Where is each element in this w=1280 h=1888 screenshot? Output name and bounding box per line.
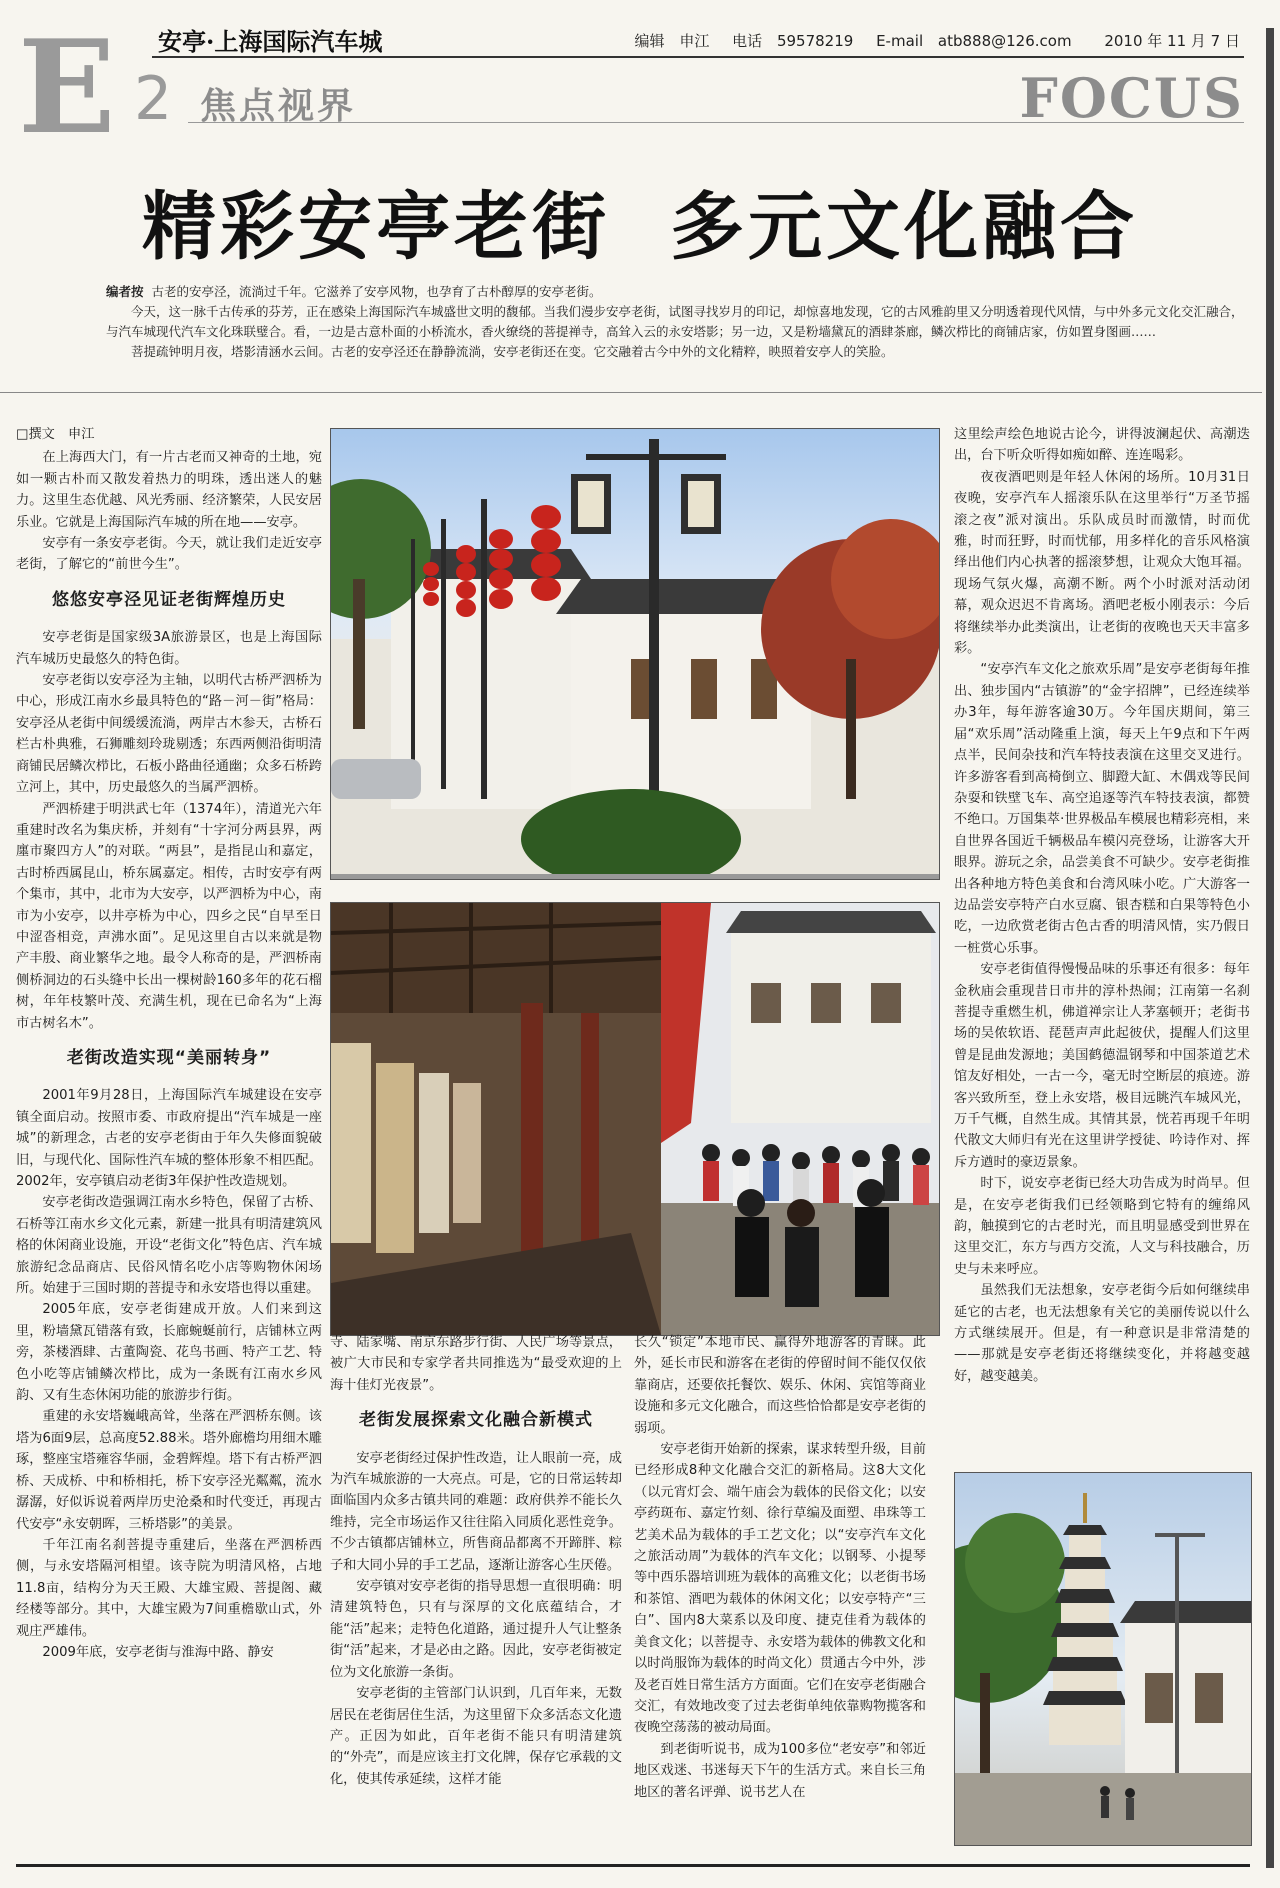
paragraph: 安亭老街经过保护性改造，让人眼前一亮，成为汽车城旅游的一大亮点。可是，它的日常运转却面临国内众多古镇共同的难题：政府供养不能长久维持，完全市场运作又往往陷入同质化恶性竞争。不少古镇都店铺林立，所售商品都离不开蹄胖、粽子和大同小异的手工艺品，逐渐让游客心生厌倦。 (330, 1450, 622, 1573)
headline-part-2: 多元文化融合 (670, 184, 1138, 270)
article-column-4 (954, 424, 1250, 1387)
email-label: E-mail (876, 32, 924, 50)
subheading-renovation: 老街改造实现“美丽转身” (66, 1047, 272, 1068)
corridor-crowd-photo (330, 902, 940, 1336)
lantern-street-photo (330, 428, 940, 880)
paragraph: 千年江南名刹菩提寺重建后，坐落在严泗桥西侧，与永安塔隔河相望。该寺院为明清风格，占地11.8亩，结构分为天王殿、大雄宝殿、菩提阁、藏经楼等部分。其中，大雄宝殿为7间重檐歇山式，外观庄严雄伟。 (16, 1537, 322, 1639)
section-number: 2 (134, 64, 173, 134)
editor-note (106, 282, 1246, 362)
phone-label: 电话 (732, 32, 763, 50)
paragraph: 2001年9月28日，上海国际汽车城建设在安亭镇全面启动。按照市委、市政府提出“汽车城是一座城”的新理念，古老的安亭老街由于年久失修面貌破旧，与现代化、国际性汽车城的整体形象不相匹配。2002年，安亭镇启动老街3年保护性改造规划。 (16, 1088, 322, 1189)
paragraph: 2005年底，安亭老街建成开放。人们来到这里，粉墙黛瓦错落有致，长廊蜿蜒前行，店铺林立两旁，茶楼酒肆、古董陶瓷、花鸟书画、特产工艺、特色小吃等店铺鳞次栉比，成为一条既有江南水乡风韵、又有生态休闲功能的旅游步行街。 (16, 1302, 322, 1404)
paragraph: 安亭老街的主管部门认识到，几百年来，无数居民在老街居住生活，为这里留下众多活态文化遗产。正因为如此，百年老街不能只有明清建筑的“外壳”，而是应该主打文化牌，保存它承载的文化，使其传承延续，这样才能 (330, 1686, 622, 1787)
editor-name: 申江 (679, 32, 710, 50)
section-letter: E (18, 13, 116, 163)
byline: □撰文 申江 (16, 427, 95, 442)
paragraph: 安亭老街是国家级3A旅游景区，也是上海国际汽车城历史最悠久的特色街。 (16, 630, 322, 667)
subheading-history: 悠悠安亭泾见证老街辉煌历史 (52, 589, 286, 610)
headline-part-1: 精彩安亭老街 (142, 184, 610, 270)
paragraph: 安亭有一条安亭老街。今天，就让我们走近安亭老街，了解它的“前世今生”。 (16, 536, 322, 573)
editor-note-label: 编者按 (106, 284, 144, 299)
paragraph: 安亭老街值得慢慢品味的乐事还有很多：每年金秋庙会重现昔日市井的淳朴热闹；江南第一名刹菩提寺重燃生机，佛道禅宗让人茅塞顿开；老街书场的吴侬软语、琵琶声声此起彼伏，提醒人们这里曾是昆曲发源地；美国鹤德温钢琴和中国茶道艺术馆友好相处，一古一今，毫无时空断层的痕迹。游客兴致所至，登上永安塔，极目远眺汽车城风光，万千气概，自然生成。其情其景，恍若再现千年明代散文大师归有光在这里讲学授徒、吟诗作对、挥斥方遒时的豪迈景象。 (954, 962, 1250, 1170)
paragraph: 严泗桥建于明洪武七年（1374年），清道光六年重建时改名为集庆桥，并刻有“十字河分两县界，两廛市聚四方人”的对联。“两县”，是指昆山和嘉定，古时桥西属昆山，桥东属嘉定。相传，古时安亭有两个集市，其中，北市为大安亭，以严泗桥为中心，南市为小安亭，以井亭桥为中心，四乡之民“自早至日中涩沓相竞，声沸水面”。足见这里自古以来就是物产丰殷、商业繁华之地。最令人称奇的是，严泗桥南侧桥洞边的石头缝中长出一棵树龄160多年的花石榴树，年年枝繁叶茂、充满生机，现在已命名为“上海市古树名木”。 (16, 801, 322, 1031)
paragraph: 长久“锁定”本地市民、赢得外地游客的青睐。此外，延长市民和游客在老街的停留时间不能仅仅依靠商店，还要依托餐饮、娱乐、休闲、宾馆等商业设施和多元文化融合，而这些恰恰都是安亭老街的弱项。 (634, 1335, 926, 1436)
article-column-1 (16, 424, 322, 1663)
paragraph: 重建的永安塔巍峨高耸，坐落在严泗桥东侧。该塔为6面9层，总高度52.88米。塔外廊檐均用细木雕琢，整座宝塔雍容华丽，金碧辉煌。塔下有古桥严泗桥、天成桥、中和桥相托，桥下安亭泾光粼粼，流水潺潺，好似诉说着两岸历史沧桑和时代变迁，再现古代安亭“永安朝晖，三桥塔影”的美景。 (16, 1409, 322, 1532)
editor-note-p1: 编者按 古老的安亭泾，流淌过千年。它滋养了安亭风物，也孕育了古朴醇厚的安亭老街。 (106, 284, 602, 299)
editor-note-p3: 菩提疏钟明月夜，塔影清涵水云间。古老的安亭泾还在静静流淌，安亭老街还在变。它交融着古今中外的文化精粹，映照着安亭人的笑脸。 (131, 344, 894, 359)
bottom-rule (16, 1864, 1250, 1867)
editor-label: 编辑 (634, 32, 665, 50)
subheading-culture: 老街发展探索文化融合新模式 (359, 1410, 593, 1431)
paragraph: 安亭镇对安亭老街的指导思想一直很明确：明清建筑特色，只有与深厚的文化底蕴结合，才能“活”起来；走特色化道路，通过提升人气让整条街“活”起来，才是必由之路。因此，安亭老街被定位为文化旅游一条街。 (330, 1579, 622, 1680)
paragraph: 安亭老街开始新的探索，谋求转型升级，目前已经形成8种文化融合交汇的新格局。这8大文化（以元宵灯会、端午庙会为载体的民俗文化；以安亭药斑布、嘉定竹刻、徐行草编及面塑、串珠等工艺美术品为载体的手工艺文化；以“安亭汽车文化之旅活动周”为载体的汽车文化；以钢琴、小提琴等中西乐器培训班为载体的高雅文化；以老街书场和茶馆、酒吧为载体的休闲文化；以安亭特产“三白”、国内8大菜系以及印度、捷克佳肴为载体的美食文化；以菩提寺、永安塔为载体的佛教文化和以时尚服饰为载体的时尚文化）贯通古今中外，涉及老百姓日常生活方方面面。它们在安亭老街融合交汇，有效地改变了过去老街单纯依靠购物揽客和夜晚空荡荡的被动局面。 (634, 1442, 926, 1736)
phone-number: 59578219 (776, 32, 854, 50)
publication-name: 安亭·上海国际汽车城 (158, 27, 383, 56)
headline (0, 168, 1280, 274)
paragraph: 安亭老街改造强调江南水乡特色，保留了古桥、石桥等江南水乡文化元素，新建一批具有明清建筑风格的休闲商业设施，开设“老街文化”特色店、汽车城旅游纪念品商店、民俗风情名吃小店等购物休闲场所。始建于三国时期的菩提寺和永安塔也得以重建。 (16, 1195, 322, 1297)
pagoda-photo (954, 1472, 1252, 1846)
paragraph: 时下，说安亭老街已经大功告成为时尚早。但是，在安亭老街我们已经领略到它特有的缠绵风韵，触摸到它的古老时光，而且明显感受到世界在这里交汇，东方与西方交流，人文与科技融合，历史与未来呼应。 (954, 1176, 1250, 1277)
article-column-3 (634, 1332, 926, 1803)
paragraph: 2009年底，安亭老街与淮海中路、静安 (42, 1644, 274, 1660)
page-edge-bar (1266, 28, 1274, 1868)
issue-date: 2010 年 11 月 7 日 (1104, 32, 1240, 50)
article-column-2 (330, 1332, 622, 1790)
paragraph: 虽然我们无法想象，安亭老街今后如何继续串延它的古老，也无法想象有关它的美丽传说以什么方式继续展开。但是，有一种意识是非常清楚的——那就是安亭老街还将继续变化，并将越变越好，越变越美。 (954, 1283, 1250, 1384)
editor-note-p2: 今天，这一脉千古传承的芬芳，正在感染上海国际汽车城盛世文明的馥郁。当我们漫步安亭老街，试图寻找岁月的印记，却惊喜地发现，它的古风雅韵里又分明透着现代风情，与中外多元文化交汇融合，与汽车城现代汽车文化珠联璧合。看，一边是古意朴面的小桥流水，香火缭绕的菩提禅寺，高耸入云的永安塔影；另一边，又是粉墙黛瓦的酒肆茶廊，鳞次栉比的商铺店家，仿如置身图画…… (106, 304, 1244, 339)
note-divider (0, 392, 1262, 393)
paragraph: “安亭汽车文化之旅欢乐周”是安亭老街每年推出、独步国内“古镇游”的“金字招牌”，已经连续举办3年，每年游客逾30万。今年国庆期间，第三届“欢乐周”活动隆重上演，每天上午9点和下午两点半，民间杂技和汽车特技表演在这里交叉进行。许多游客看到高椅倒立、脚蹬大缸、木偶戏等民间杂耍和铁壁飞车、高空追逐等汽车特技表演，都赞不绝口。万国集萃·世界极品车模展也精彩亮相，来自世界各国近千辆极品车模闪亮登场，让游客大开眼界。游玩之余，品尝美食不可缺少。安亭老街推出各种地方特色美食和台湾风味小吃。广大游客一边品尝安亭特产白水豆腐、银杏糕和白果等特色小吃，一边欣赏老街古色古香的明清风情，实乃假日一桩赏心乐事。 (954, 662, 1250, 956)
paragraph: 到老街听说书，成为100多位“老安亭”和邻近地区戏迷、书迷每天下午的生活方式。来自长三角地区的著名评弹、说书艺人在 (634, 1741, 926, 1800)
paragraph: 安亭老街以安亭泾为主轴，以明代古桥严泗桥为中心，形成江南水乡最具特色的“路－河－街”格局：安亭泾从老街中间缓缓流淌，两岸古木参天，古桥石栏古朴典雅，石狮雕刻玲珑剔透；东西两侧沿街明清商铺民居鳞次栉比，石板小路曲径通幽；众多石桥跨立河上，其中，历史最悠久的当属严泗桥。 (16, 673, 322, 796)
focus-label: FOCUS (1019, 66, 1244, 130)
paragraph: 夜夜酒吧则是年轻人休闲的场所。10月31日夜晚，安亭汽车人摇滚乐队在这里举行“万圣节摇滚之夜”派对演出。乐队成员时而激情，时而优雅，时而狂野，时而忧郁，用多样化的音乐风格演绎出他们内心执著的摇滚梦想，让观众大饱耳福。现场气氛火爆，高潮不断。两个小时派对活动闭幕，观众迟迟不肯离场。酒吧老板小刚表示：今后将继续举办此类演出，让老街的夜晚也天天丰富多彩。 (954, 469, 1250, 657)
paragraph: 寺、陆家嘴、南京东路步行街、人民广场等景点，被广大市民和专家学者共同推选为“最受欢迎的上海十佳灯光夜景”。 (330, 1335, 622, 1393)
paragraph: 这里绘声绘色地说古论今，讲得波澜起伏、高潮迭出，台下听众听得如痴如醉、连连喝彩。 (954, 427, 1250, 464)
section-name: 焦点视界 (200, 85, 357, 127)
paragraph: 在上海西大门，有一片古老而又神奇的土地，宛如一颗古朴而又散发着热力的明珠，透出迷人的魅力。这里生态优越、风光秀丽、经济繁荣，人民安居乐业。它就是上海国际汽车城的所在地——安亭。 (16, 450, 322, 530)
email-address[interactable]: atb888@126.com (937, 32, 1072, 50)
header-info (617, 30, 1240, 51)
